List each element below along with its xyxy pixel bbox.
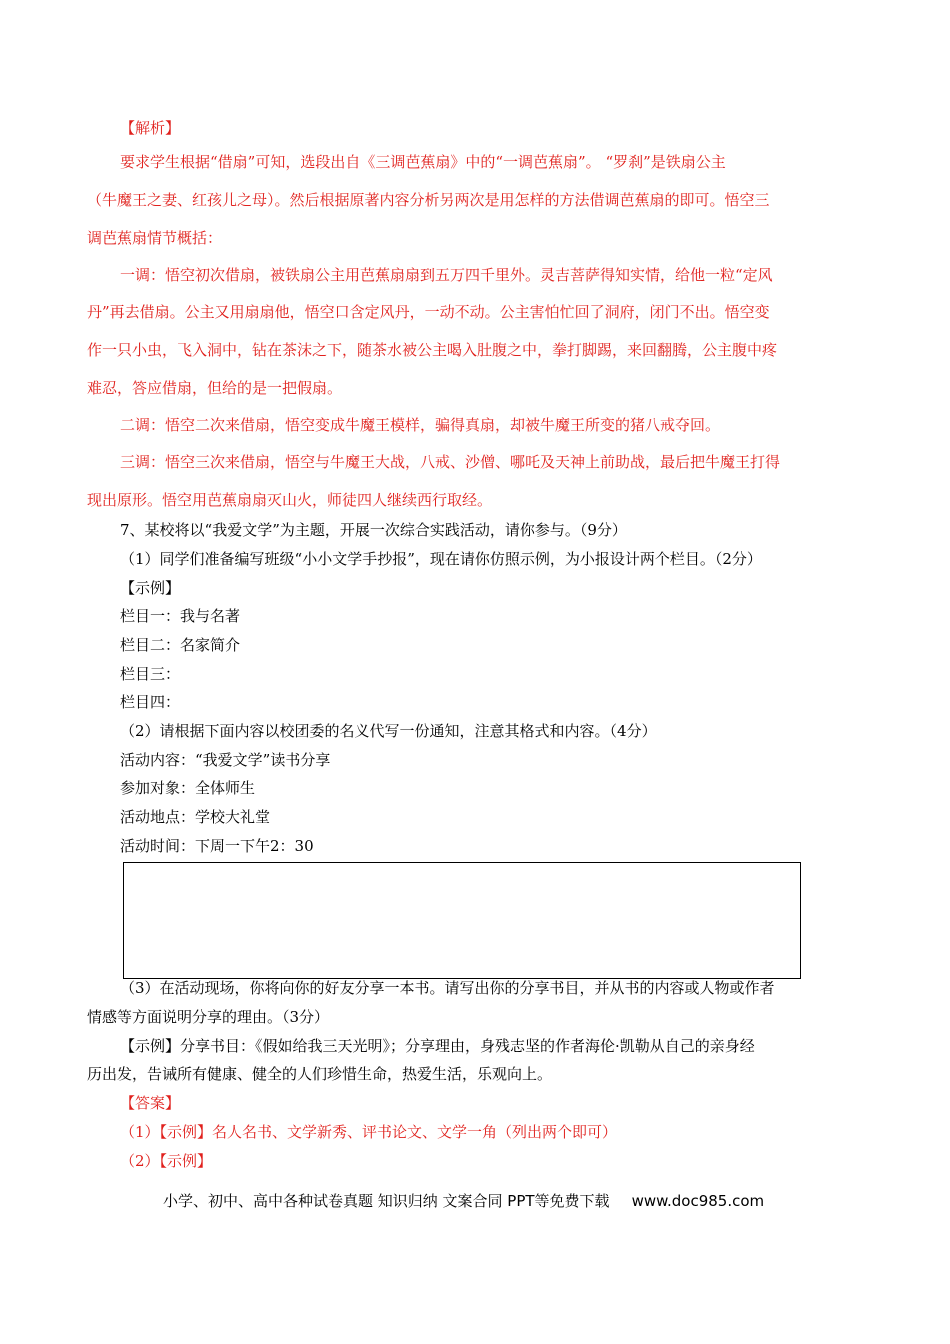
activity-detail: 活动地点：学校大礼堂 (120, 808, 271, 826)
column-item: 栏目四： (120, 693, 181, 711)
analysis-line: 难忍，答应借扇，但给的是一把假扇。 (87, 379, 343, 397)
analysis-line: 要求学生根据“借扇”可知，选段出自《三调芭蕉扇》中的“一调芭蕉扇”。 “罗刹”是铁扇公主 (120, 153, 726, 171)
footer-text: 小学、初中、高中各种试卷真题 知识归纳 文案合同 PPT等免费下载 (163, 1192, 610, 1210)
analysis-line: 作一只小虫，飞入洞中，钻在茶沫之下，随茶水被公主喝入肚腹之中，拳打脚踢，来回翻腾，公主腹中疼 (87, 341, 778, 359)
part3-example: 历出发，告诫所有健康、健全的人们珍惜生命，热爱生活，乐观向上。 (87, 1065, 553, 1083)
column-item: 栏目二：名家简介 (120, 636, 241, 654)
activity-detail: 参加对象：全体师生 (120, 779, 256, 797)
analysis-line: 一调：悟空初次借扇，被铁扇公主用芭蕉扇扇到五万四千里外。灵吉菩萨得知实情，给他一粒“定风 (120, 266, 773, 284)
column-item: 栏目三： (120, 665, 181, 683)
activity-detail: 活动内容：“我爱文学”读书分享 (120, 751, 331, 769)
part2-prompt: （2）请根据下面内容以校团委的名义代写一份通知，注意其格式和内容。（4分） (120, 722, 657, 740)
answer-line: （1）【示例】名人名书、文学新秀、评书论文、文学一角（列出两个即可） (120, 1123, 618, 1141)
part1-prompt: （1）同学们准备编写班级“小小文学手抄报”，现在请你仿照示例，为小报设计两个栏目。（2分） (120, 550, 762, 568)
activity-detail: 活动时间：下周一下午2：30 (120, 837, 314, 855)
part3-prompt: （3）在活动现场，你将向你的好友分享一本书。请写出你的分享书目，并从书的内容或人物或作者 (120, 979, 775, 997)
part3-example: 【示例】分享书目：《假如给我三天光明》；分享理由，身残志坚的作者海伦·凯勒从自己的亲身经 (120, 1037, 755, 1055)
analysis-line: 三调：悟空三次来借扇，悟空与牛魔王大战，八戒、沙僧、哪吒及天神上前助战，最后把牛魔王打得 (120, 453, 781, 471)
page-footer (163, 1191, 764, 1211)
column-item: 栏目一：我与名著 (120, 607, 241, 625)
part3-prompt: 情感等方面说明分享的理由。（3分） (87, 1008, 330, 1026)
question-title: 7、某校将以“我爱文学”为主题，开展一次综合实践活动，请你参与。（9分） (120, 521, 627, 539)
analysis-line: 调芭蕉扇情节概括： (87, 229, 223, 247)
answer-line: （2）【示例】 (120, 1152, 213, 1170)
analysis-line: （牛魔王之妻、红孩儿之母）。然后根据原著内容分析另两次是用怎样的方法借调芭蕉扇的即可。悟空三 (87, 191, 770, 209)
analysis-heading: 【解析】 (120, 119, 181, 137)
part1-example-label: 【示例】 (120, 579, 181, 597)
analysis-line: 二调：悟空二次来借扇，悟空变成牛魔王模样，骗得真扇，却被牛魔王所变的猪八戒夺回。 (120, 416, 721, 434)
footer-site-link[interactable]: www.doc985.com (631, 1192, 765, 1210)
answer-heading: 【答案】 (120, 1094, 181, 1112)
answer-box[interactable] (123, 862, 801, 979)
analysis-line: 丹”再去借扇。公主又用扇扇他，悟空口含定风丹，一动不动。公主害怕忙回了洞府，闭门不出。悟空变 (87, 303, 770, 321)
analysis-line: 现出原形。悟空用芭蕉扇扇灭山火，师徒四人继续西行取经。 (87, 491, 493, 509)
